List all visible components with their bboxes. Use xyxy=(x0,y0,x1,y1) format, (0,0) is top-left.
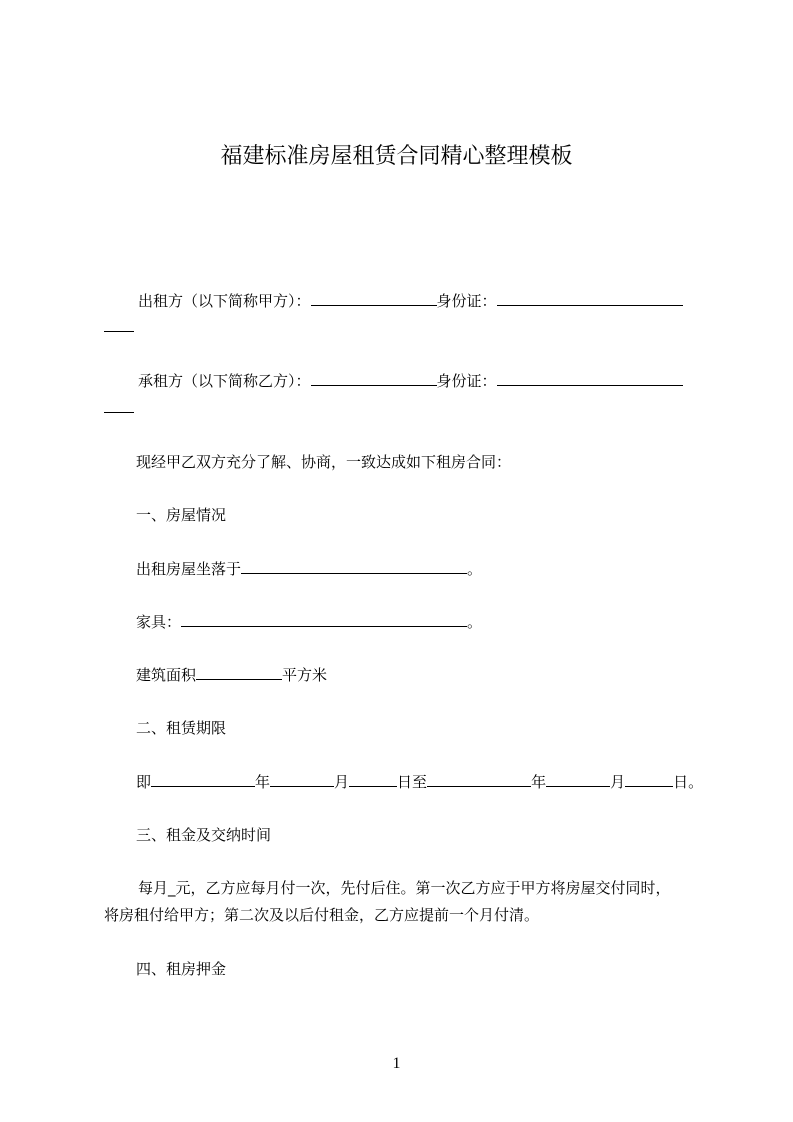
term-day-1: 日至 xyxy=(397,773,428,791)
lessor-id-blank-continued xyxy=(104,331,134,332)
term-end-year-blank xyxy=(427,771,531,787)
furniture-end: 。 xyxy=(467,613,483,631)
section-1-heading: 一、房屋情况 xyxy=(136,506,227,524)
location-label: 出租房屋坐落于 xyxy=(136,560,242,578)
lessor-name-blank xyxy=(311,290,437,306)
lessee-id-blank xyxy=(497,370,683,386)
term-year-2: 年 xyxy=(531,773,547,791)
term-start-year-blank xyxy=(151,771,255,787)
term-start-day-blank xyxy=(349,771,397,787)
furniture-blank xyxy=(181,611,467,627)
area-label: 建筑面积 xyxy=(136,666,197,684)
lessor-label: 出租方（以下简称甲方）： xyxy=(138,292,311,310)
term-year-1: 年 xyxy=(255,773,271,791)
lessee-line xyxy=(138,370,683,392)
section-4-heading: 四、租房押金 xyxy=(136,960,227,978)
term-ji: 即 xyxy=(136,773,152,791)
term-line xyxy=(136,771,703,793)
term-month-2: 月 xyxy=(610,773,626,791)
lessor-line xyxy=(138,290,683,312)
intro-paragraph: 现经甲乙双方充分了解、协商，一致达成如下租房合同： xyxy=(136,453,512,471)
rent-paragraph-line-2: 将房租付给甲方；第二次及以后付租金，乙方应提前一个月付清。 xyxy=(104,906,540,924)
section-2-heading: 二、租赁期限 xyxy=(136,719,227,737)
area-blank xyxy=(196,664,282,680)
furniture-label: 家具： xyxy=(136,613,182,631)
document-title: 福建标准房屋租赁合同精心整理模板 xyxy=(220,144,573,169)
lessee-name-blank xyxy=(311,370,437,386)
term-start-month-blank xyxy=(270,771,334,787)
rent-paragraph-line-1: 每月_元，乙方应每月付一次，先付后住。第一次乙方应于甲方将房屋交付同时， xyxy=(138,879,671,897)
area-unit: 平方米 xyxy=(282,666,328,684)
term-month-1: 月 xyxy=(334,773,350,791)
page-number: 1 xyxy=(392,1055,401,1072)
lessee-id-label: 身份证： xyxy=(436,372,497,390)
location-line xyxy=(136,558,482,580)
term-end-day-blank xyxy=(625,771,673,787)
area-line xyxy=(136,664,327,686)
lessor-id-blank xyxy=(497,290,683,306)
location-blank xyxy=(241,558,467,574)
location-end: 。 xyxy=(467,560,483,578)
furniture-line xyxy=(136,611,482,633)
term-end-month-blank xyxy=(546,771,610,787)
lessee-label: 承租方（以下简称乙方）： xyxy=(138,372,311,390)
lessor-id-label: 身份证： xyxy=(436,292,497,310)
section-3-heading: 三、租金及交纳时间 xyxy=(136,826,272,844)
lessee-id-blank-continued xyxy=(104,412,134,413)
term-day-2: 日。 xyxy=(673,773,704,791)
